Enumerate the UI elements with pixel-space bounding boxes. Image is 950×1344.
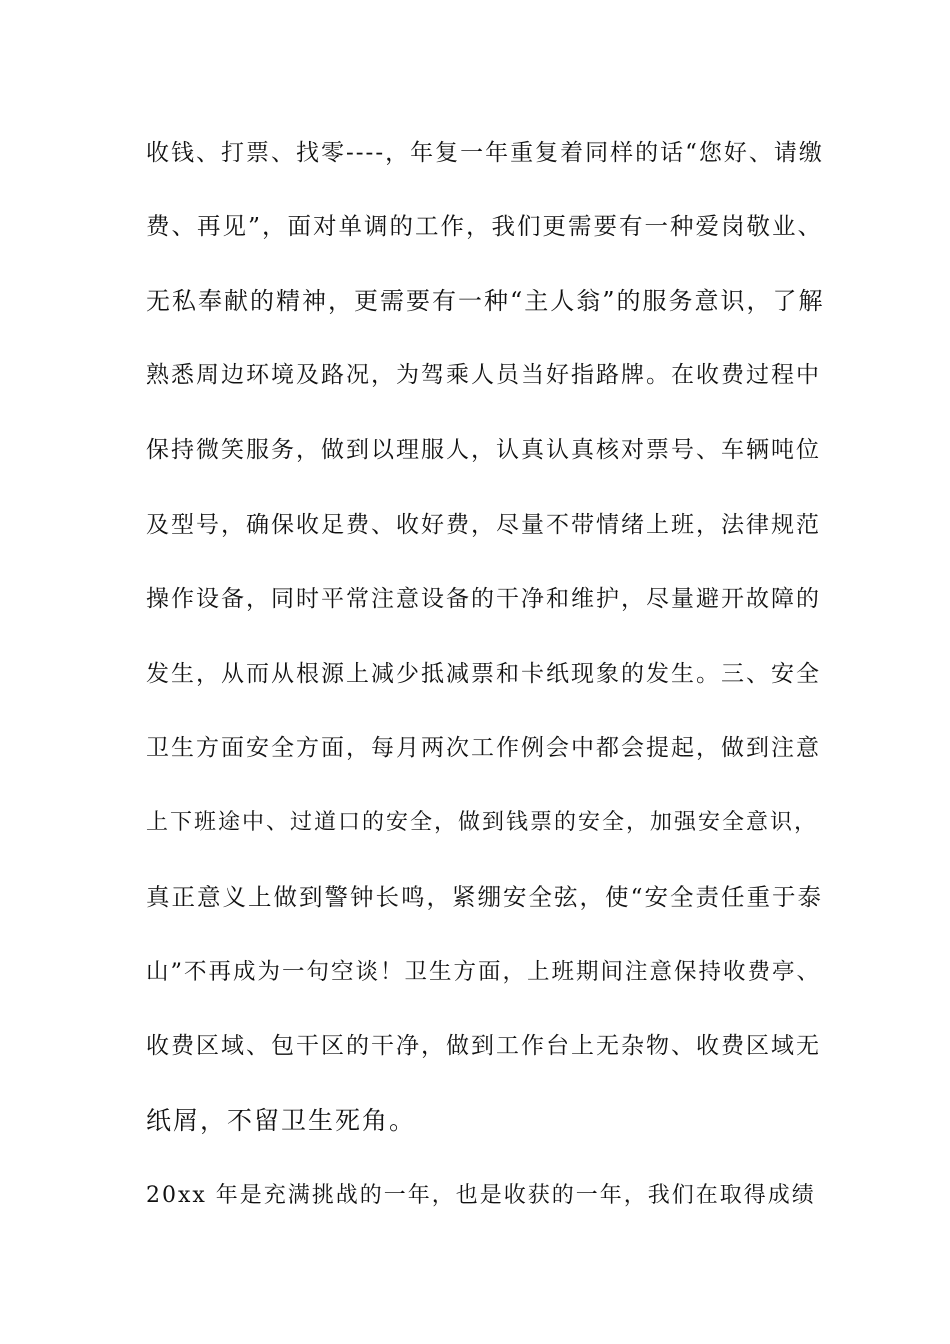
text-line-2: 费、再见”，面对单调的工作，我们更需要有一种爱岗敬业、 [146, 212, 824, 240]
text-line-13: 收费区域、包干区的干净，做到工作台上无杂物、收费区域无 [146, 1033, 821, 1059]
text-line-3: 无私奉献的精神，更需要有一种“主人翁”的服务意识，了解 [146, 287, 825, 315]
text-line-15: 20xx 年是充满挑战的一年，也是收获的一年，我们在取得成绩 [146, 1183, 816, 1208]
text-line-12: 山”不再成为一句空谈！卫生方面，上班期间注意保持收费亭、 [146, 959, 822, 985]
text-line-5: 保持微笑服务，做到以理服人，认真认真核对票号、车辆吨位 [146, 437, 821, 463]
text-line-6: 及型号，确保收足费、收好费，尽量不带情绪上班，法律规范 [146, 512, 821, 538]
text-line-7: 操作设备，同时平常注意设备的干净和维护，尽量避开故障的 [146, 586, 821, 612]
text-line-8: 发生，从而从根源上减少抵减票和卡纸现象的发生。三、安全 [146, 661, 821, 687]
text-line-1: 收钱、打票、找零----，年复一年重复着同样的话“您好、请缴 [146, 140, 824, 166]
text-line-14: 纸屑，不留卫生死角。 [146, 1106, 417, 1135]
text-line-10: 上下班途中、过道口的安全，做到钱票的安全，加强安全意识， [146, 810, 819, 835]
text-line-9: 卫生方面安全方面，每月两次工作例会中都会提起，做到注意 [146, 735, 821, 761]
text-line-11: 真正意义上做到警钟长鸣，紧绷安全弦，使“安全责任重于泰 [146, 883, 824, 911]
text-line-4: 熟悉周边环境及路况，为驾乘人员当好指路牌。在收费过程中 [146, 362, 821, 388]
